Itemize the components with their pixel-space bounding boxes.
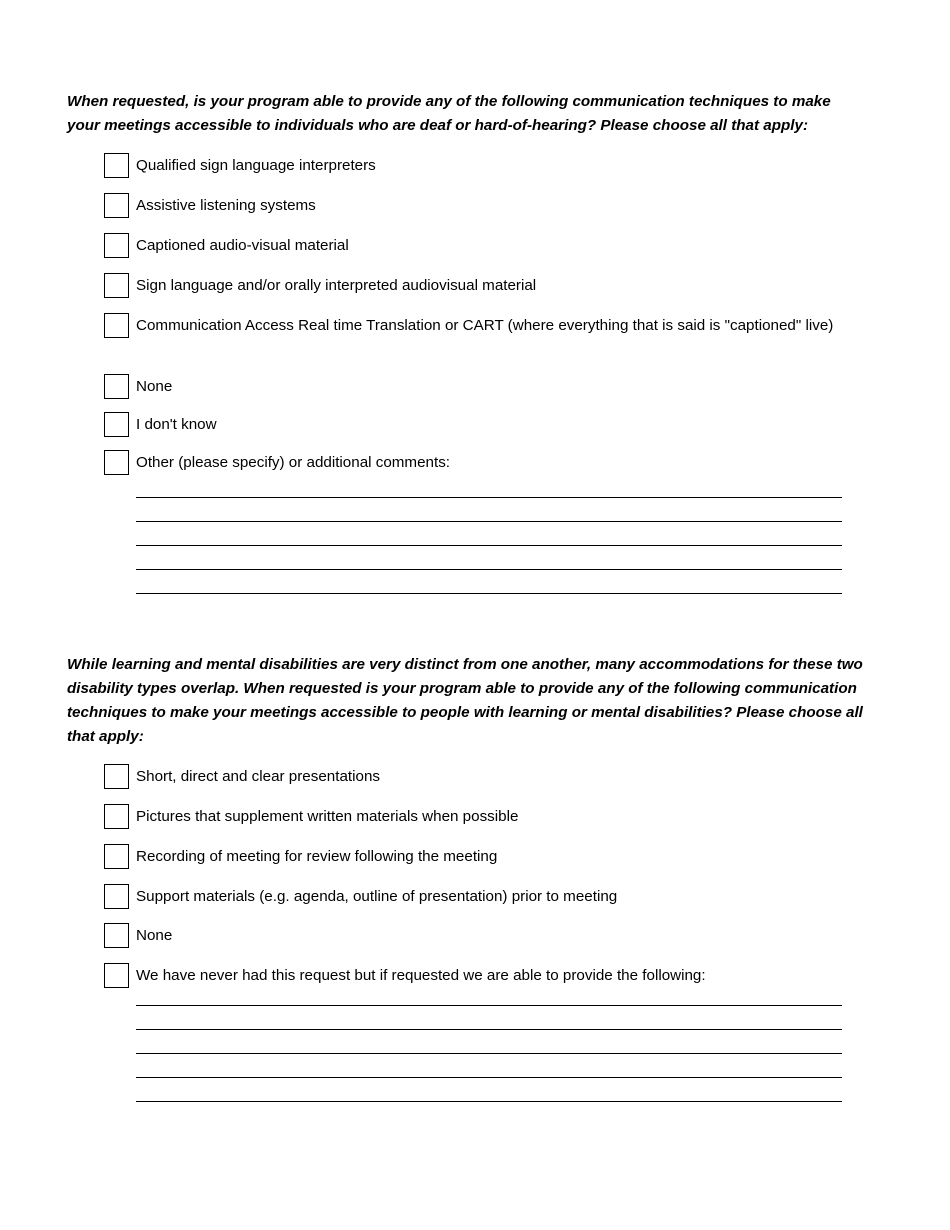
checkbox[interactable] [104, 153, 129, 178]
comment-line[interactable] [136, 593, 842, 594]
checkbox[interactable] [104, 233, 129, 258]
option-label: None [136, 927, 173, 944]
option-label: Other (please specify) or additional comments: [136, 454, 451, 471]
option-label: Qualified sign language interpreters [136, 157, 376, 174]
checkbox[interactable] [104, 923, 129, 948]
option-label: We have never had this request but if requested we are able to provide the following: [136, 967, 706, 984]
question-learning-mental-disabilities: While learning and mental disabilities are very distinct from one another, many accommodations for these two disability types overlap. When requested is your program able to provide any of the following communication techniques to make your meetings accessible to people with learning or mental disabilities? Please choose all that apply: [67, 656, 863, 745]
option-label: Support materials (e.g. agenda, outline of presentation) prior to meeting [136, 888, 618, 905]
option-label: Captioned audio-visual material [136, 237, 349, 254]
checkbox[interactable] [104, 844, 129, 869]
comment-line[interactable] [136, 545, 842, 546]
comment-line[interactable] [136, 1029, 842, 1030]
checkbox[interactable] [104, 313, 129, 338]
option-label: Sign language and/or orally interpreted audiovisual material [136, 277, 537, 294]
comment-line[interactable] [136, 521, 842, 522]
option-label: Recording of meeting for review following the meeting [136, 848, 498, 865]
checkbox[interactable] [104, 193, 129, 218]
option-label: Short, direct and clear presentations [136, 768, 380, 785]
question-deaf-hard-of-hearing: When requested, is your program able to provide any of the following communication techniques to make your meetings accessible to individuals who are deaf or hard-of-hearing? Please choose all that apply: [67, 93, 831, 134]
comment-line[interactable] [136, 497, 842, 498]
checkbox[interactable] [104, 804, 129, 829]
checkbox[interactable] [104, 273, 129, 298]
checkbox[interactable] [104, 412, 129, 437]
comment-line[interactable] [136, 1101, 842, 1102]
option-label: Pictures that supplement written materials when possible [136, 808, 519, 825]
checkbox[interactable] [104, 884, 129, 909]
comment-line[interactable] [136, 1077, 842, 1078]
checkbox[interactable] [104, 764, 129, 789]
comment-line[interactable] [136, 1005, 842, 1006]
comment-line[interactable] [136, 1053, 842, 1054]
checkbox[interactable] [104, 963, 129, 988]
checkbox[interactable] [104, 450, 129, 475]
option-label: I don't know [136, 416, 217, 433]
checkbox[interactable] [104, 374, 129, 399]
option-label: None [136, 378, 173, 395]
option-label: Communication Access Real time Translation or CART (where everything that is said is "captioned" live) [136, 317, 834, 334]
comment-line[interactable] [136, 569, 842, 570]
option-label: Assistive listening systems [136, 197, 316, 214]
